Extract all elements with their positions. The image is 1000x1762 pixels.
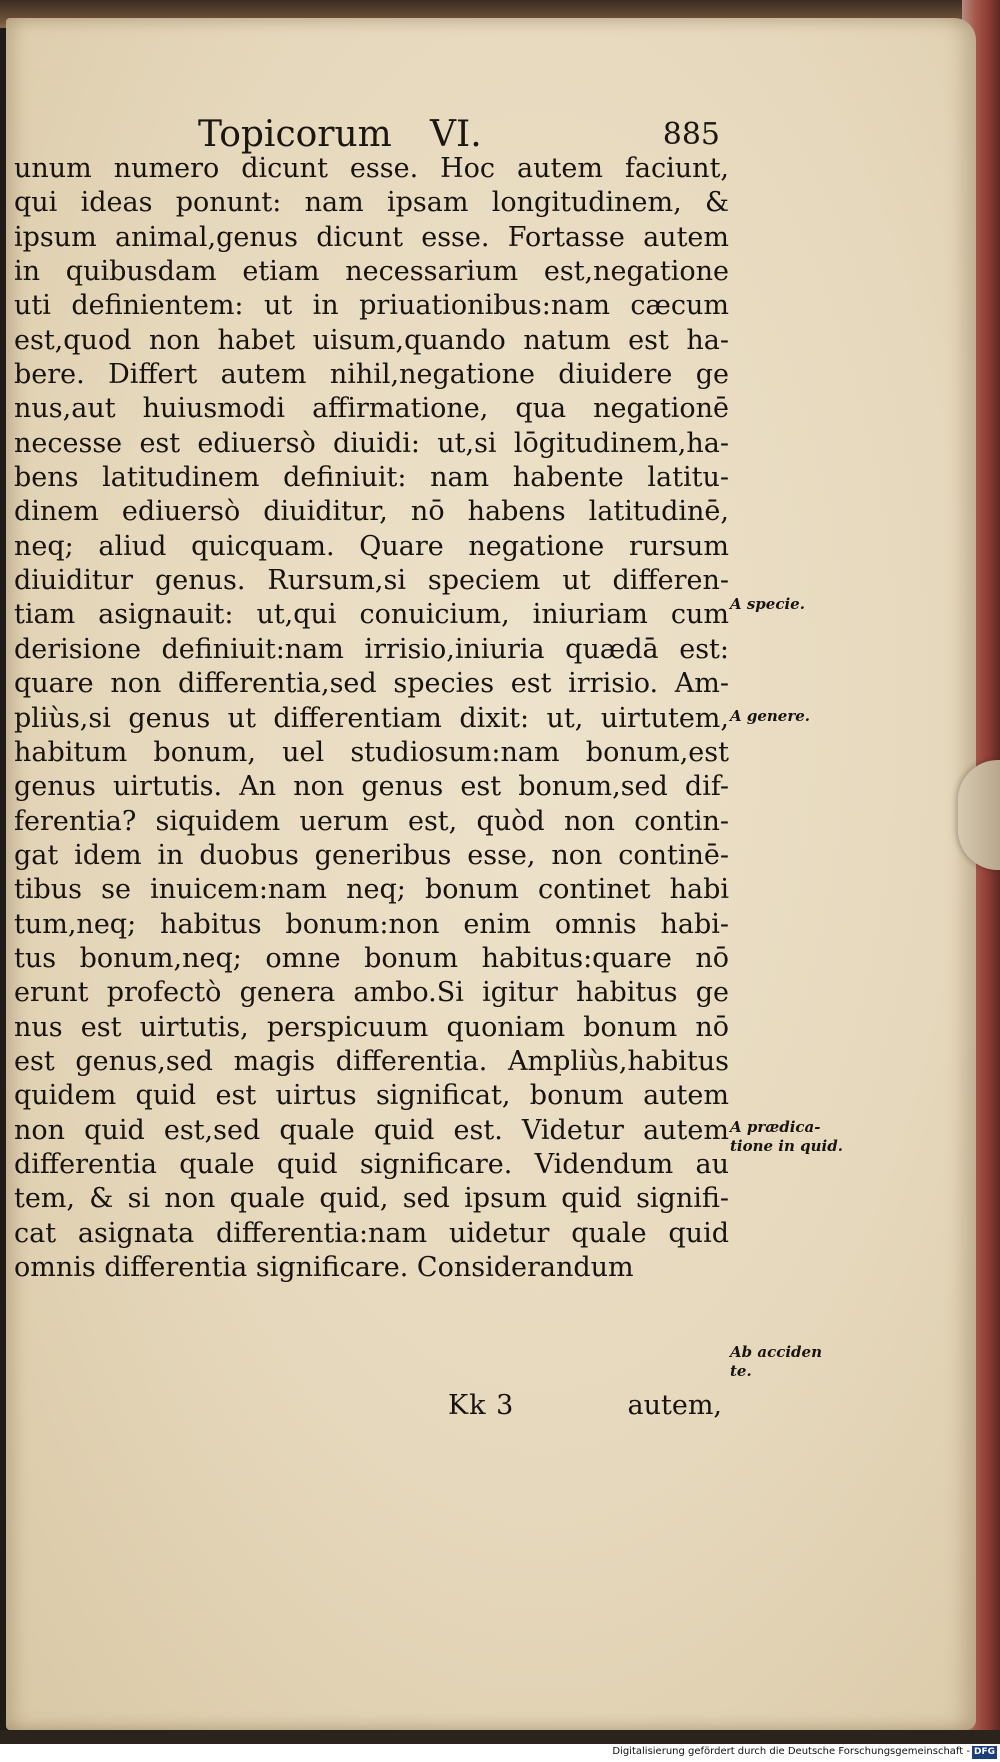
margin-note-line: Ab acciden	[730, 1343, 822, 1361]
text-line: est,quod non habet uisum,quando natum est ha-	[14, 324, 729, 356]
text-line: uti definientem: ut in priuationibus:nam cæcum	[14, 290, 729, 322]
text-line: quare non differentia,sed species est irrisio. Am-	[14, 668, 729, 700]
text-line: pliùs,si genus ut differentiam dixit: ut, uirtutem,	[14, 702, 729, 734]
book-number: VI.	[430, 114, 482, 155]
text-line: dinem ediuersò diuiditur, nō habens latitudinē,	[14, 496, 729, 528]
text-line: diuiditur genus. Rursum,si speciem ut differen-	[14, 565, 729, 597]
margin-note-a-genere	[730, 707, 870, 726]
text-line: gat idem in duobus generibus esse, non continē-	[14, 839, 729, 871]
text-line: tiam asignauit: ut,qui conuicium, iniuriam cum	[14, 599, 729, 631]
margin-note-line: te.	[730, 1362, 752, 1380]
margin-note-line: A specie.	[730, 595, 805, 613]
text-line: tus bonum,neq; omne bonum habitus:quare nō	[14, 942, 729, 974]
text-line: necesse est ediuersò diuidi: ut,si lōgitudinem,ha-	[14, 427, 729, 459]
margin-note-a-praedicatione	[730, 1118, 870, 1156]
body-text	[14, 152, 729, 1285]
text-line: genus uirtutis. An non genus est bonum,sed dif-	[14, 771, 729, 803]
signature-mark: Kk 3	[448, 1390, 515, 1421]
text-line: quidem quid est uirtus significat, bonum autem	[14, 1080, 729, 1112]
dfg-logo: DFG	[973, 1747, 995, 1757]
text-line: bens latitudinem definiuit: nam habente latitu-	[14, 462, 729, 494]
text-line: tem, & si non quale quid, sed ipsum quid signifi-	[14, 1183, 729, 1215]
digitization-footer	[0, 1744, 1000, 1762]
page-number: 885	[662, 117, 720, 152]
text-line: derisione definiuit:nam irrisio,iniuria quædā est:	[14, 633, 729, 665]
text-line: est genus,sed magis differentia. Ampliùs,habitus	[14, 1045, 729, 1077]
text-line: non quid est,sed quale quid est. Videtur autem	[14, 1114, 729, 1146]
text-line: qui ideas ponunt: nam ipsam longitudinem, &	[14, 187, 729, 219]
running-title: Topicorum	[198, 114, 392, 155]
text-line: omnis differentia significare. Considerandum	[14, 1252, 634, 1283]
text-line: bere. Differt autem nihil,negatione diuidere ge	[14, 359, 729, 391]
margin-note-a-specie	[730, 595, 870, 614]
scan-bottom-edge	[0, 1730, 1000, 1744]
text-line: erunt profectò genera ambo.Si igitur habitus ge	[14, 977, 729, 1009]
text-line: unum numero dicunt esse. Hoc autem faciunt,	[14, 153, 729, 184]
text-line: nus,aut huiusmodi affirmatione, qua negationē	[14, 393, 729, 425]
text-line: tum,neq; habitus bonum:non enim omnis habi-	[14, 908, 729, 940]
margin-note-ab-accidente	[730, 1343, 870, 1381]
catchword-line	[448, 1388, 728, 1424]
text-line: neq; aliud quicquam. Quare negatione rursum	[14, 530, 729, 562]
text-line: cat asignata differentia:nam uidetur quale quid	[14, 1217, 729, 1249]
text-line: in quibusdam etiam necessarium est,negatione	[14, 256, 729, 288]
funding-credit: Digitalisierung gefördert durch die Deutsche Forschungsgemeinschaft -	[612, 1746, 970, 1757]
margin-note-line: tione in quid.	[730, 1137, 843, 1155]
margin-note-line: A genere.	[730, 707, 811, 725]
text-line: ipsum animal,genus dicunt esse. Fortasse autem	[14, 221, 729, 253]
margin-note-line: A prædica-	[730, 1118, 821, 1136]
text-line: tibus se inuicem:nam neq; bonum continet habi	[14, 874, 729, 906]
text-line: habitum bonum, uel studiosum:nam bonum,est	[14, 736, 729, 768]
catchword: autem,	[627, 1390, 722, 1421]
text-line: ferentia? siquidem uerum est, quòd non contin-	[14, 805, 729, 837]
text-line: nus est uirtutis, perspicuum quoniam bonum nō	[14, 1011, 729, 1043]
text-line: differentia quale quid significare. Videndum au	[14, 1148, 729, 1180]
